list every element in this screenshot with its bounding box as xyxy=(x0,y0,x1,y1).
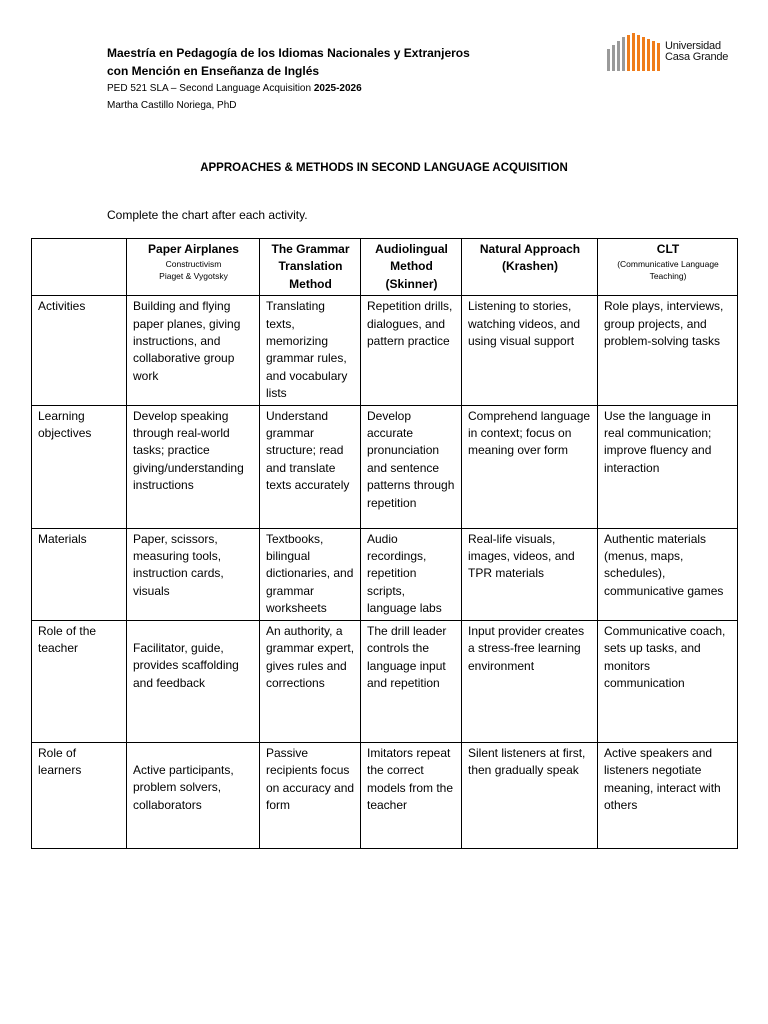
column-header-natural-approach xyxy=(462,239,598,296)
column-header-paper-airplanes xyxy=(127,239,260,296)
table-cell: Develop accurate pronunciation and sentence patterns through repetition xyxy=(361,405,462,528)
table-cell: Imitators repeat the correct models from the teacher xyxy=(361,742,462,848)
logo-bars-icon xyxy=(607,33,667,77)
column-title: Audiolingual Method (Skinner) xyxy=(375,242,448,291)
methods-chart xyxy=(31,238,738,849)
table-cell: Authentic materials (menus, maps, schedules), communicative games xyxy=(598,528,738,620)
header-row xyxy=(32,239,738,296)
table-cell: Paper, scissors, measuring tools, instruction cards, visuals xyxy=(127,528,260,620)
column-title: Natural Approach (Krashen) xyxy=(479,242,581,274)
course-line xyxy=(107,80,470,97)
logo-line2: Casa Grande xyxy=(665,51,729,63)
table-cell: Audio recordings, repetition scripts, language labs xyxy=(361,528,462,620)
document-title: APPROACHES & METHODS IN SECOND LANGUAGE ACQUISITION xyxy=(200,162,568,174)
table-cell: Role plays, interviews, group projects, and problem-solving tasks xyxy=(598,296,738,405)
table-cell: Repetition drills, dialogues, and pattern practice xyxy=(361,296,462,405)
instruction-text: Complete the chart after each activity. xyxy=(107,208,308,222)
table-cell: An authority, a grammar expert, gives rules and corrections xyxy=(260,620,361,742)
table-cell: Facilitator, guide, provides scaffolding and feedback xyxy=(127,620,260,742)
teacher-name: Martha Castillo Noriega, PhD xyxy=(107,100,237,111)
university-logo xyxy=(607,33,742,77)
table-cell: Input provider creates a stress-free learning environment xyxy=(462,620,598,742)
logo-line1: Universidad xyxy=(665,40,721,52)
table-row-materials xyxy=(32,528,738,620)
row-label: Materials xyxy=(32,528,127,620)
table-row-role-of-teacher xyxy=(32,620,738,742)
table-cell: Translating texts, memorizing grammar rules, and vocabulary lists xyxy=(260,296,361,405)
column-subtitle: (Communicative Language Teaching) xyxy=(617,259,719,282)
column-subtitle: Constructivism xyxy=(165,259,222,270)
table-cell: Listening to stories, watching videos, and using visual support xyxy=(462,296,598,405)
column-subtitle: Piaget & Vygotsky xyxy=(159,271,228,282)
table-row-learning-objectives xyxy=(32,405,738,528)
academic-year: 2025-2026 xyxy=(313,83,362,94)
logo-wordmark xyxy=(665,41,728,63)
column-title: Paper Airplanes xyxy=(148,242,239,256)
column-header-grammar-translation xyxy=(260,239,361,296)
table-cell: Building and flying paper planes, giving instructions, and collaborative group work xyxy=(127,296,260,405)
row-label: Role of the teacher xyxy=(32,620,127,742)
table-cell: Communicative coach, sets up tasks, and monitors communication xyxy=(598,620,738,742)
table-cell: Comprehend language in context; focus on meaning over form xyxy=(462,405,598,528)
table-cell: Active speakers and listeners negotiate meaning, interact with others xyxy=(598,742,738,848)
table-cell: The drill leader controls the language input and repetition xyxy=(361,620,462,742)
table-cell: Use the language in real communication; improve fluency and interaction xyxy=(598,405,738,528)
column-title: The Grammar Translation Method xyxy=(271,242,350,291)
table-cell: Understand grammar structure; read and translate texts accurately xyxy=(260,405,361,528)
document-header xyxy=(107,44,470,114)
program-title-line2: con Mención en Enseñanza de Inglés xyxy=(107,64,320,78)
course-name: PED 521 SLA – Second Language Acquisition xyxy=(107,83,314,94)
column-header-clt xyxy=(598,239,738,296)
column-header-audiolingual xyxy=(361,239,462,296)
table-cell: Develop speaking through real-world tasks; practice giving/understanding instructions xyxy=(127,405,260,528)
row-label: Learning objectives xyxy=(32,405,127,528)
corner-cell xyxy=(32,239,127,296)
table-cell: Real-life visuals, images, videos, and TPR materials xyxy=(462,528,598,620)
table-cell: Active participants, problem solvers, collaborators xyxy=(127,742,260,848)
table-cell: Silent listeners at first, then gradually speak xyxy=(462,742,598,848)
table-cell: Textbooks, bilingual dictionaries, and grammar worksheets xyxy=(260,528,361,620)
row-label: Role of learners xyxy=(32,742,127,848)
table-row-activities xyxy=(32,296,738,405)
row-label: Activities xyxy=(32,296,127,405)
table-row-role-of-learners xyxy=(32,742,738,848)
table-cell: Passive recipients focus on accuracy and form xyxy=(260,742,361,848)
program-title-line1: Maestría en Pedagogía de los Idiomas Nacionales y Extranjeros xyxy=(107,46,470,60)
column-title: CLT xyxy=(656,242,680,256)
